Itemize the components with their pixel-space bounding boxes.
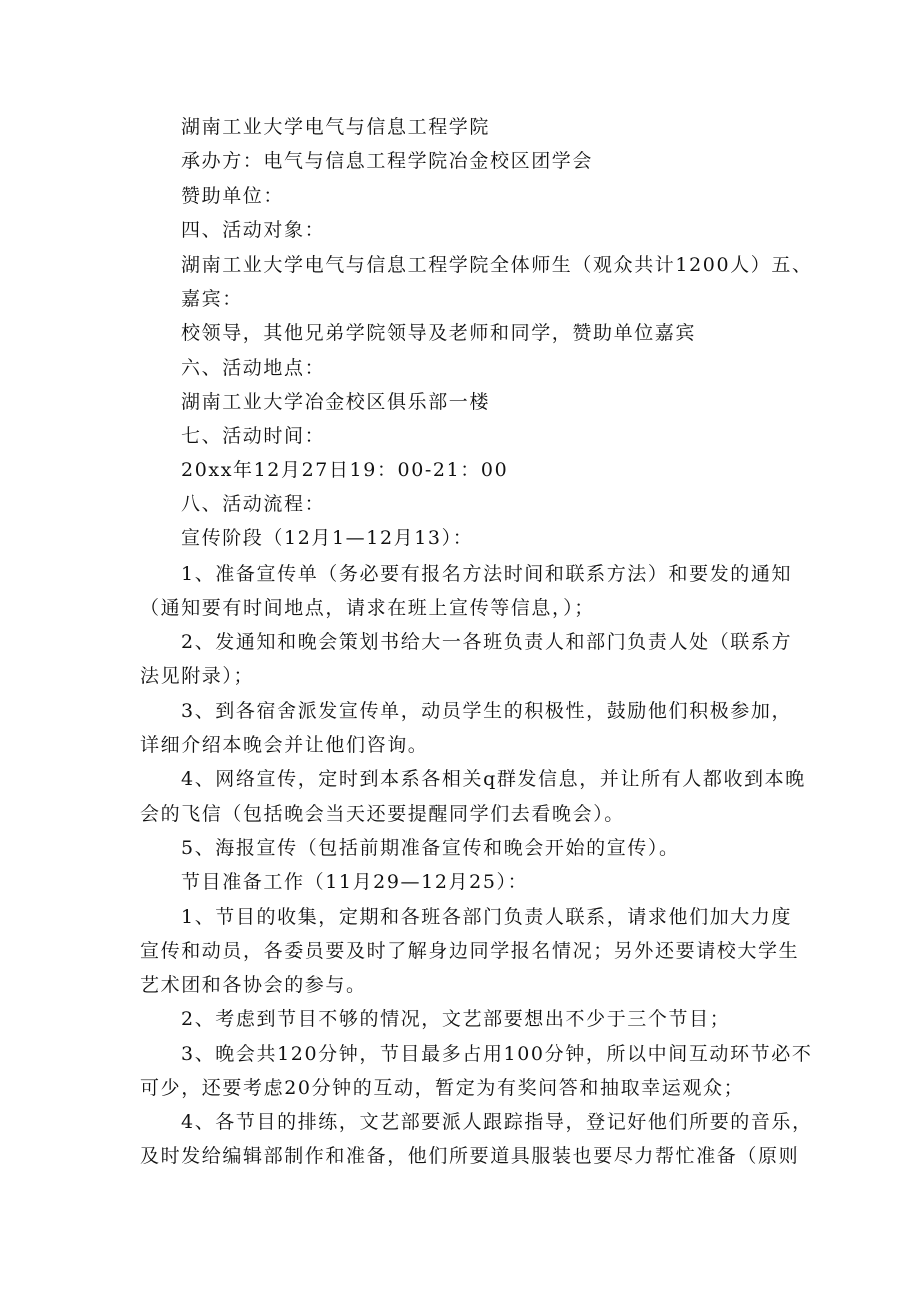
text-line: 可少，还要考虑20分钟的互动，暂定为有奖问答和抽取幸运观众； xyxy=(140,1077,745,1099)
text-line: 湖南工业大学电气与信息工程学院全体师生（观众共计1200人）五、 xyxy=(181,254,813,276)
text-line: 3、到各宿舍派发宣传单，动员学生的积极性，鼓励他们积极参加， xyxy=(181,700,793,722)
text-line: 1、准备宣传单（务必要有报名方法时间和联系方法）和要发的通知 xyxy=(181,563,793,585)
section-heading: 六、活动地点： xyxy=(181,357,326,379)
text-line: 及时发给编辑部制作和准备，他们所要道具服装也要尽力帮忙准备（原则 xyxy=(140,1145,800,1167)
section-heading: 四、活动对象： xyxy=(181,219,326,241)
text-line: 2、考虑到节目不够的情况，文艺部要想出不少于三个节目； xyxy=(181,1008,731,1030)
section-heading: 八、活动流程： xyxy=(181,493,326,515)
text-line: 湖南工业大学冶金校区俱乐部一楼 xyxy=(181,391,491,413)
text-line: 20xx年12月27日19：00-21：00 xyxy=(181,459,509,481)
text-line: 3、晚会共120分钟，节目最多占用100分钟，所以中间互动环节必不 xyxy=(181,1043,813,1065)
subsection-heading: 节目准备工作（11月29—12月25）： xyxy=(181,871,529,893)
text-line: 艺术团和各协会的参与。 xyxy=(140,974,367,996)
section-heading: 嘉宾： xyxy=(181,288,243,310)
text-line: 详细介绍本晚会并让他们咨询。 xyxy=(140,734,429,756)
text-line: 5、海报宣传（包括前期准备宣传和晚会开始的宣传）。 xyxy=(181,837,680,859)
text-line: 4、各节目的排练，文艺部要派人跟踪指导，登记好他们所要的音乐， xyxy=(181,1111,813,1133)
text-line: 2、发通知和晚会策划书给大一各班负责人和部门负责人处（联系方 xyxy=(181,631,793,653)
text-line: （通知要有时间地点，请求在班上宣传等信息，）； xyxy=(140,597,595,619)
text-line: 会的飞信（包括晚会当天还要提醒同学们去看晚会）。 xyxy=(140,803,625,825)
text-line: 校领导，其他兄弟学院领导及老师和同学，赞助单位嘉宾 xyxy=(181,322,697,344)
text-line: 赞助单位： xyxy=(181,185,285,207)
text-line: 1、节目的收集，定期和各班各部门负责人联系，请求他们加大力度 xyxy=(181,906,793,928)
text-line: 承办方：电气与信息工程学院冶金校区团学会 xyxy=(181,150,594,172)
text-line: 湖南工业大学电气与信息工程学院 xyxy=(181,116,491,138)
text-line: 法见附录）； xyxy=(140,665,255,687)
text-line: 宣传和动员，各委员要及时了解身边同学报名情况；另外还要请校大学生 xyxy=(140,940,800,962)
section-heading: 七、活动时间： xyxy=(181,425,326,447)
text-line: 4、网络宣传，定时到本系各相关q群发信息，并让所有人都收到本晚 xyxy=(181,768,806,790)
subsection-heading: 宣传阶段（12月1—12月13）： xyxy=(181,527,474,549)
